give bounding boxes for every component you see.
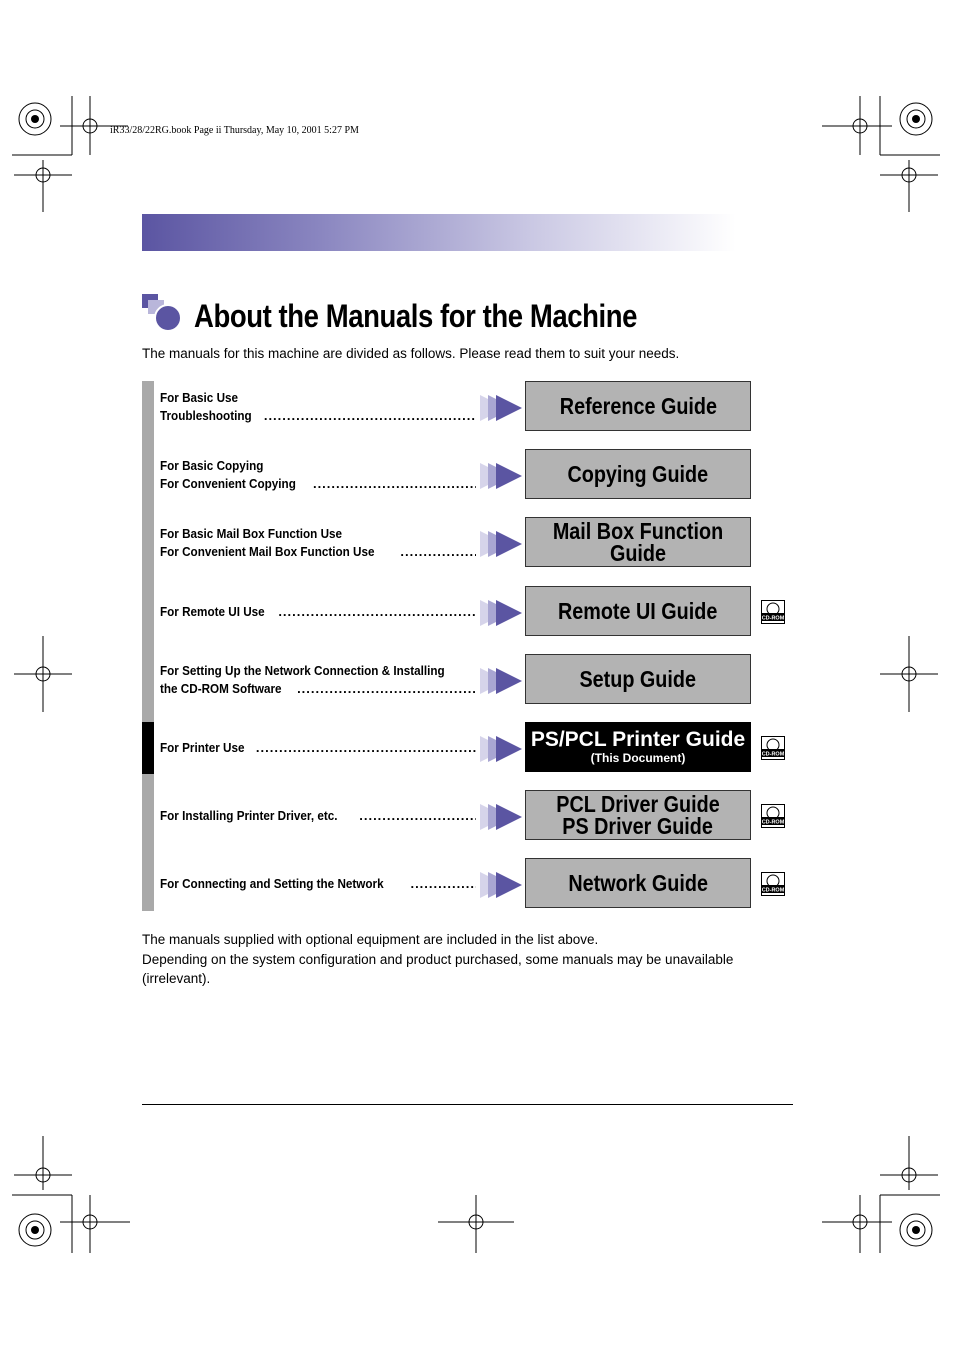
guide-title: Mail Box Function Guide bbox=[552, 518, 724, 566]
row-label: For Connecting and Setting the Network bbox=[160, 876, 384, 891]
row-line bbox=[160, 603, 476, 621]
guide-title: Network Guide bbox=[568, 870, 708, 896]
row-line bbox=[160, 543, 476, 561]
row-description bbox=[160, 525, 476, 561]
cd-rom-icon bbox=[761, 736, 785, 760]
leader-dots bbox=[264, 407, 476, 425]
row-line bbox=[160, 525, 476, 543]
header-banner bbox=[142, 214, 736, 251]
row-label: For Remote UI Use bbox=[160, 604, 265, 619]
row-label: For Basic Copying bbox=[160, 458, 264, 473]
guide-title: PCL Driver Guide bbox=[556, 791, 720, 817]
guide-title: PS Driver Guide bbox=[562, 813, 714, 839]
row-line bbox=[160, 457, 476, 475]
cd-rom-label: CD-ROM bbox=[761, 887, 785, 894]
row-label: For Printer Use bbox=[160, 740, 245, 755]
row-label: For Convenient Mail Box Function Use bbox=[160, 544, 375, 559]
row-description bbox=[160, 457, 476, 493]
row-line bbox=[160, 739, 476, 757]
guide-box bbox=[525, 381, 751, 431]
row-description bbox=[160, 875, 476, 893]
guide-box bbox=[525, 586, 751, 636]
guide-box bbox=[525, 654, 751, 704]
triple-arrow-icon bbox=[480, 666, 524, 696]
guide-title: Copying Guide bbox=[567, 461, 709, 487]
row-label: For Installing Printer Driver, etc. bbox=[160, 808, 338, 823]
row-description bbox=[160, 389, 476, 425]
row-label: For Basic Mail Box Function Use bbox=[160, 526, 343, 541]
row-label: the CD-ROM Software bbox=[160, 681, 282, 696]
cd-rom-icon bbox=[761, 600, 785, 624]
row-line bbox=[160, 407, 476, 425]
leader-dots bbox=[359, 807, 476, 825]
triple-arrow-icon bbox=[480, 393, 524, 423]
cd-rom-label: CD-ROM bbox=[761, 819, 785, 826]
page-title: About the Manuals for the Machine bbox=[194, 298, 637, 334]
guide-box bbox=[525, 722, 751, 772]
row-description bbox=[160, 603, 476, 621]
triple-arrow-icon bbox=[480, 461, 524, 491]
guide-box bbox=[525, 449, 751, 499]
notes bbox=[142, 930, 802, 989]
row-label: For Basic Use bbox=[160, 390, 239, 405]
guide-title: PS/PCL Printer Guide bbox=[530, 728, 746, 751]
row-label: For Convenient Copying bbox=[160, 476, 296, 491]
row-line bbox=[160, 807, 476, 825]
cd-rom-label: CD-ROM bbox=[761, 615, 785, 622]
leader-dots bbox=[313, 475, 476, 493]
guide-title: Setup Guide bbox=[579, 666, 697, 692]
row-line bbox=[160, 680, 476, 698]
row-description bbox=[160, 739, 476, 757]
triple-arrow-icon bbox=[480, 870, 524, 900]
guide-box bbox=[525, 790, 751, 840]
leader-dots bbox=[278, 603, 476, 621]
cd-rom-icon bbox=[761, 804, 785, 828]
cd-rom-icon bbox=[761, 872, 785, 896]
cd-rom-label: CD-ROM bbox=[761, 751, 785, 758]
guide-box bbox=[525, 858, 751, 908]
row-line bbox=[160, 875, 476, 893]
leader-dots bbox=[410, 875, 476, 893]
row-label: For Setting Up the Network Connection & Installing bbox=[160, 663, 445, 678]
triple-arrow-icon bbox=[480, 802, 524, 832]
row-label: Troubleshooting bbox=[160, 408, 252, 423]
triple-arrow-icon bbox=[480, 598, 524, 628]
row-description bbox=[160, 807, 476, 825]
guide-title: Remote UI Guide bbox=[558, 598, 718, 624]
guide-title: Reference Guide bbox=[559, 393, 717, 419]
triple-arrow-icon bbox=[480, 529, 524, 559]
intro-text: The manuals for this machine are divided as follows. Please read them to suit your needs. bbox=[142, 346, 680, 361]
row-line bbox=[160, 475, 476, 493]
manual-section-icon bbox=[142, 294, 184, 334]
row-line bbox=[160, 389, 476, 407]
note-line-2: Depending on the system configuration and product purchased, some manuals may be unavailable (irrelevant). bbox=[142, 951, 734, 986]
book-meta: iR33/28/22RG.book Page ii Thursday, May 10, 2001 5:27 PM bbox=[110, 125, 359, 136]
guide-box bbox=[525, 517, 751, 567]
footer-rule bbox=[142, 1104, 793, 1105]
triple-arrow-icon bbox=[480, 734, 524, 764]
note-line-1: The manuals supplied with optional equipment are included in the list above. bbox=[142, 932, 599, 947]
row-description bbox=[160, 662, 476, 698]
guide-subtitle: (This Document) bbox=[590, 751, 686, 765]
left-bar bbox=[142, 381, 154, 911]
row-line bbox=[160, 662, 476, 680]
leader-dots bbox=[256, 739, 476, 757]
leader-dots bbox=[400, 543, 476, 561]
left-bar-highlight bbox=[142, 722, 154, 774]
leader-dots bbox=[297, 680, 476, 698]
